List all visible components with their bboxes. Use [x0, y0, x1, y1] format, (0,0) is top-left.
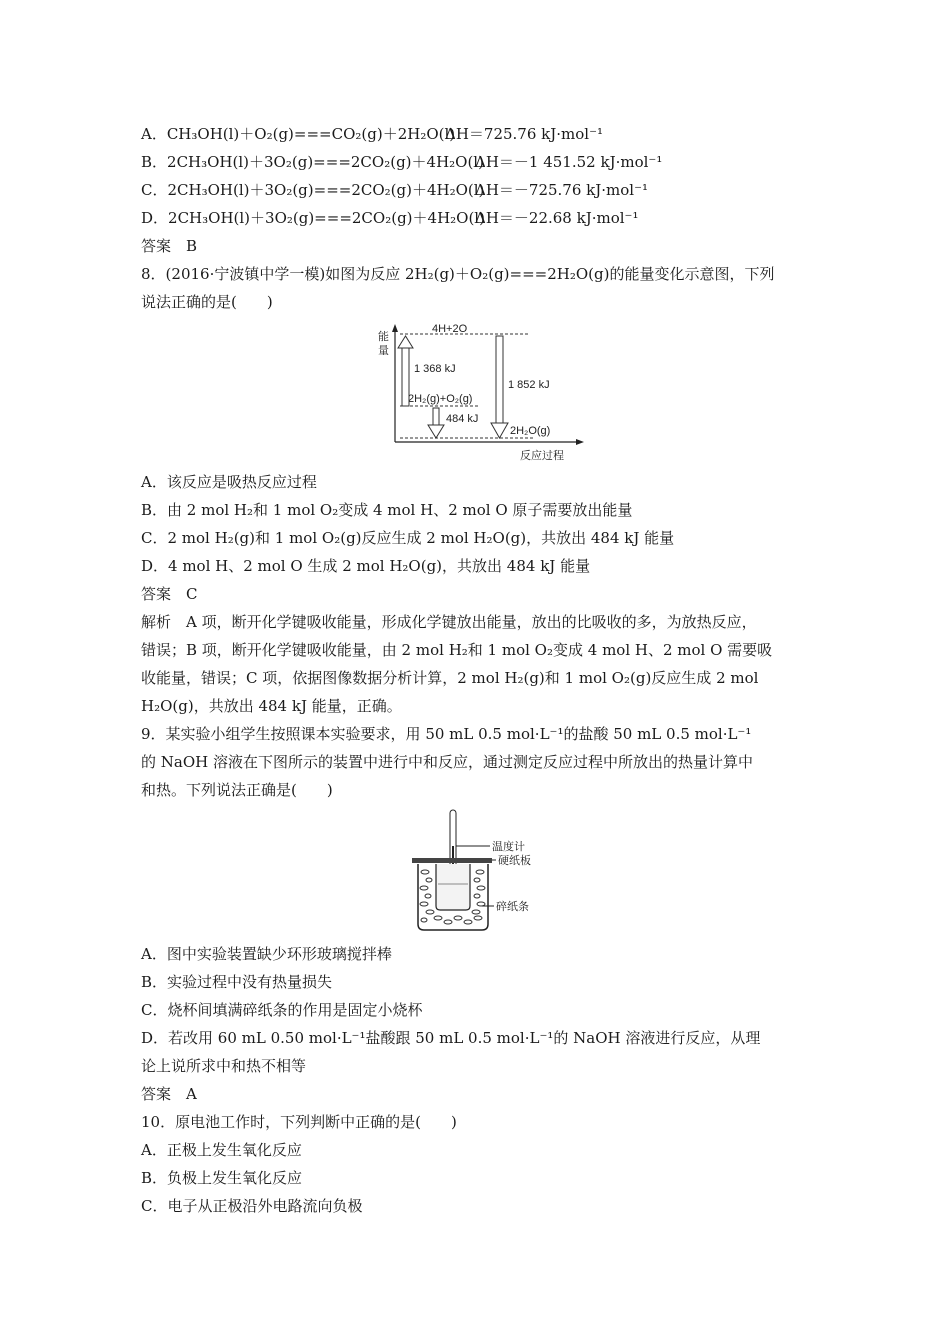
- q8-option-b: B．由 2 mol H₂和 1 mol O₂变成 4 mol H、2 mol O 原子需要放出能量: [141, 501, 633, 519]
- q7-option-c: [141, 180, 649, 200]
- q9-stem-line-2: 的 NaOH 溶液在下图所示的装置中进行中和反应，通过测定反应过程中所放出的热量计算中: [141, 753, 753, 771]
- q7-option-c-enthalpy: ΔH＝－725.76 kJ·mol⁻¹: [475, 181, 649, 199]
- q7-option-b-enthalpy: ΔH＝－1 451.52 kJ·mol⁻¹: [475, 153, 663, 171]
- level-reactants-label: 2H₂(g)+O₂(g): [408, 393, 473, 405]
- q8-option-a: A．该反应是吸热反应过程: [141, 473, 317, 491]
- q9-option-b: B．实验过程中没有热量损失: [141, 973, 333, 991]
- q9-stem-line-3: 和热。下列说法正确是( ): [141, 781, 333, 799]
- q10-stem: 10．原电池工作时，下列判断中正确的是( ): [141, 1113, 457, 1131]
- energy-diagram: [370, 322, 590, 462]
- q8-option-d: D．4 mol H、2 mol O 生成 2 mol H₂O(g)，共放出 484 kJ 能量: [141, 557, 591, 575]
- q10-option-c: C．电子从正极沿外电路流向负极: [141, 1197, 363, 1215]
- cardboard-label: 硬纸板: [498, 854, 531, 867]
- q7-option-c-equation: C．2CH₃OH(l)＋3O₂(g)===2CO₂(g)＋4H₂O(l): [141, 181, 485, 199]
- q9-option-c: C．烧杯间填满碎纸条的作用是固定小烧杯: [141, 1001, 423, 1019]
- q7-option-a-equation: A．CH₃OH(l)＋O₂(g)===CO₂(g)＋2H₂O(l): [141, 125, 456, 143]
- q8-stem-line-1: 8．(2016·宁波镇中学一模)如图为反应 2H₂(g)＋O₂(g)===2H₂O(g)的能量变化示意图，下列: [141, 265, 775, 283]
- release-energy-label: 1 852 kJ: [508, 379, 550, 391]
- absorb-energy-label: 1 368 kJ: [414, 363, 456, 375]
- net-energy-label: 484 kJ: [446, 413, 479, 425]
- q7-option-d-equation: D．2CH₃OH(l)＋3O₂(g)===2CO₂(g)＋4H₂O(l): [141, 209, 485, 227]
- q8-answer: 答案 C: [141, 585, 198, 603]
- calorimeter-diagram: [410, 806, 550, 934]
- thermometer-label: 温度计: [492, 840, 525, 853]
- q8-explanation-line-3: 收能量，错误；C 项，依据图像数据分析计算，2 mol H₂(g)和 1 mol O₂(g)反应生成 2 mol: [141, 669, 759, 687]
- q7-option-a-enthalpy: ΔH＝725.76 kJ·mol⁻¹: [445, 125, 604, 143]
- q7-option-a: [141, 124, 604, 144]
- energy-axis-label-2: 量: [378, 345, 389, 357]
- q9-answer: 答案 A: [141, 1085, 197, 1103]
- process-axis-label: 反应过程: [520, 450, 564, 462]
- q9-stem-line-1: 9．某实验小组学生按照课本实验要求，用 50 mL 0.5 mol·L⁻¹的盐酸 50 mL 0.5 mol·L⁻¹: [141, 725, 752, 743]
- level-products-label: 2H₂O(g): [510, 425, 551, 437]
- level-atoms-label: 4H+2O: [432, 323, 468, 335]
- q8-option-c: C．2 mol H₂(g)和 1 mol O₂(g)反应生成 2 mol H₂O(g)，共放出 484 kJ 能量: [141, 529, 675, 547]
- q7-option-d: [141, 208, 639, 228]
- q10-option-a: A．正极上发生氧化反应: [141, 1141, 302, 1159]
- shredded-paper-label: 碎纸条: [496, 900, 529, 913]
- q8-explanation-line-4: H₂O(g)，共放出 484 kJ 能量，正确。: [141, 697, 402, 715]
- q7-option-b: [141, 152, 663, 172]
- q10-option-b: B．负极上发生氧化反应: [141, 1169, 303, 1187]
- q8-explanation-line-2: 错误；B 项，断开化学键吸收能量，由 2 mol H₂和 1 mol O₂变成 4 mol H、2 mol O 需要吸: [141, 641, 773, 659]
- q7-option-b-equation: B．2CH₃OH(l)＋3O₂(g)===2CO₂(g)＋4H₂O(l): [141, 153, 484, 171]
- q9-option-d-line-1: D．若改用 60 mL 0.50 mol·L⁻¹盐酸跟 50 mL 0.5 mol·L⁻¹的 NaOH 溶液进行反应，从理: [141, 1029, 761, 1047]
- q7-option-d-enthalpy: ΔH＝－22.68 kJ·mol⁻¹: [475, 209, 639, 227]
- q9-option-a: A．图中实验装置缺少环形玻璃搅拌棒: [141, 945, 392, 963]
- q8-stem-line-2: 说法正确的是( ): [141, 293, 273, 311]
- q7-answer: 答案 B: [141, 237, 198, 255]
- q9-option-d-line-2: 论上说所求中和热不相等: [141, 1057, 307, 1075]
- energy-axis-label-1: 能: [378, 331, 389, 343]
- q8-explanation-line-1: 解析 A 项，断开化学键吸收能量，形成化学键放出能量，放出的比吸收的多，为放热反应，: [141, 613, 757, 631]
